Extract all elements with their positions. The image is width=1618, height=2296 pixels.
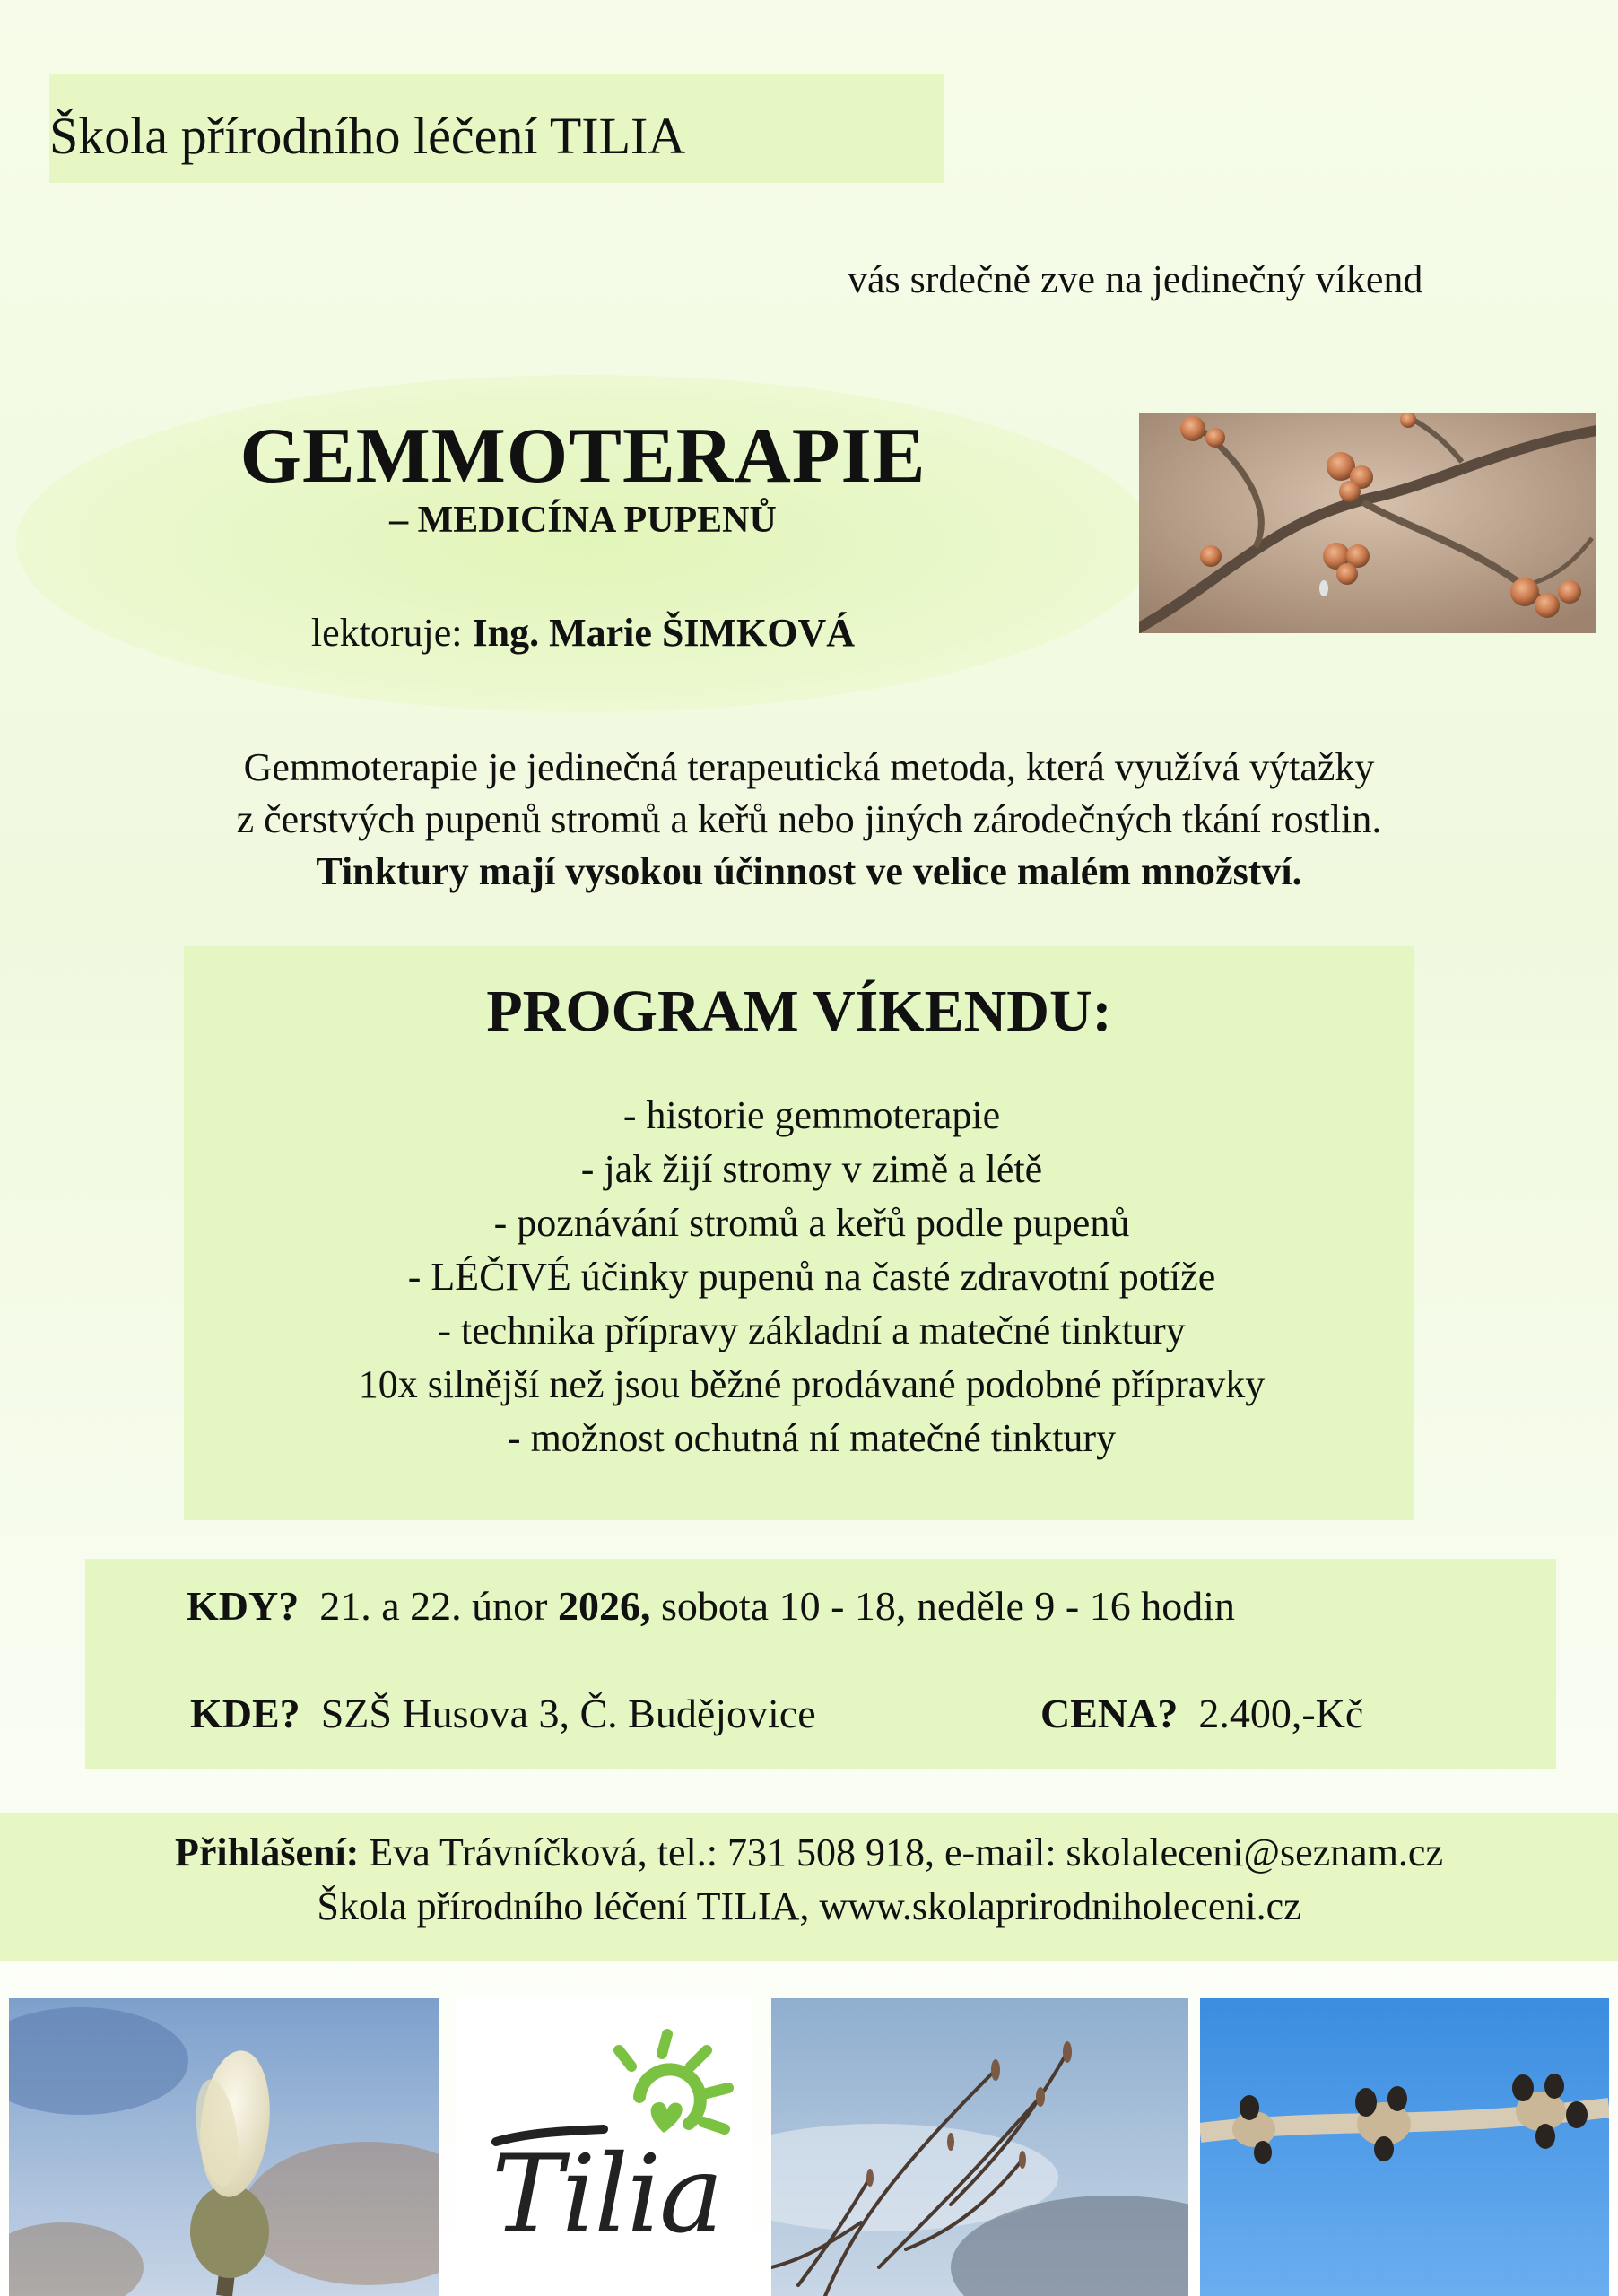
where-line bbox=[190, 1690, 816, 1737]
bare-branches-illustration bbox=[771, 1998, 1188, 2296]
intro-line-3: Tinktury mají vysokou účinnost ve velice malém množství. bbox=[316, 849, 1302, 893]
dark-buds-twig-illustration bbox=[1200, 1998, 1609, 2296]
dark-buds-twig-photo bbox=[1200, 1998, 1609, 2296]
when-year: 2026, bbox=[557, 1583, 651, 1629]
tilia-logo-text: Tilia bbox=[491, 2133, 722, 2257]
intro-line-1: Gemmoterapie je jedinečná terapeutická metoda, která využívá výtažky bbox=[243, 745, 1375, 789]
buds-twig-photo bbox=[1139, 413, 1596, 633]
program-item: - poznávání stromů a keřů podle pupenů bbox=[493, 1201, 1130, 1245]
bare-branches-photo bbox=[771, 1998, 1188, 2296]
program-item: - možnost ochutná ní matečné tinktury bbox=[507, 1416, 1117, 1460]
when-time: sobota 10 - 18, neděle 9 - 16 hodin bbox=[660, 1583, 1236, 1629]
program-item: - historie gemmoterapie bbox=[622, 1093, 1001, 1137]
contact-person: Eva Trávníčková, tel.: 731 508 918, e-mail: skolaleceni@seznam.cz bbox=[369, 1831, 1443, 1874]
lecturer-line bbox=[0, 610, 1166, 656]
program-item: 10x silnější než jsou běžné prodávané podobné přípravky bbox=[358, 1362, 1266, 1406]
tilia-logo bbox=[456, 1998, 752, 2296]
event-subtitle: – MEDICÍNA PUPENŮ bbox=[389, 500, 777, 541]
when-line bbox=[187, 1582, 1235, 1630]
lecturer-name: Ing. Marie ŠIMKOVÁ bbox=[472, 611, 856, 655]
price-label: CENA? bbox=[1040, 1691, 1179, 1736]
contact-line-2: Škola přírodního léčení TILIA, www.skolaprirodniholeceni.cz bbox=[317, 1884, 1301, 1928]
magnolia-bud-illustration bbox=[9, 1998, 439, 2296]
contact-line-1 bbox=[0, 1830, 1618, 1875]
where-value: SZŠ Husova 3, Č. Budějovice bbox=[320, 1691, 816, 1736]
when-date: 21. a 22. únor bbox=[319, 1583, 548, 1629]
buds-twig-illustration bbox=[1139, 413, 1596, 633]
event-title: GEMMOTERAPIE bbox=[239, 413, 926, 500]
program-item: - technika přípravy základní a matečné tinktury bbox=[438, 1309, 1186, 1352]
contact-label: Přihlášení: bbox=[175, 1831, 360, 1874]
price-value: 2.400,-Kč bbox=[1198, 1691, 1364, 1736]
lecturer-prefix: lektoruje: bbox=[310, 611, 463, 655]
program-title: PROGRAM VÍKENDU: bbox=[486, 978, 1112, 1044]
intro-line-2: z čerstvých pupenů stromů a keřů nebo jiných zárodečných tkání rostlin. bbox=[236, 797, 1382, 841]
invitation-text: vás srdečně zve na jedinečný víkend bbox=[848, 257, 1423, 301]
where-label: KDE? bbox=[190, 1691, 300, 1736]
program-item: - LÉČIVÉ účinky pupenů na časté zdravotní potíže bbox=[407, 1255, 1216, 1299]
program-item: - jak žijí stromy v zimě a létě bbox=[580, 1147, 1043, 1191]
when-label: KDY? bbox=[187, 1583, 300, 1629]
magnolia-bud-photo bbox=[9, 1998, 439, 2296]
price-line bbox=[1040, 1690, 1363, 1737]
school-name: Škola přírodního léčení TILIA bbox=[49, 107, 686, 165]
